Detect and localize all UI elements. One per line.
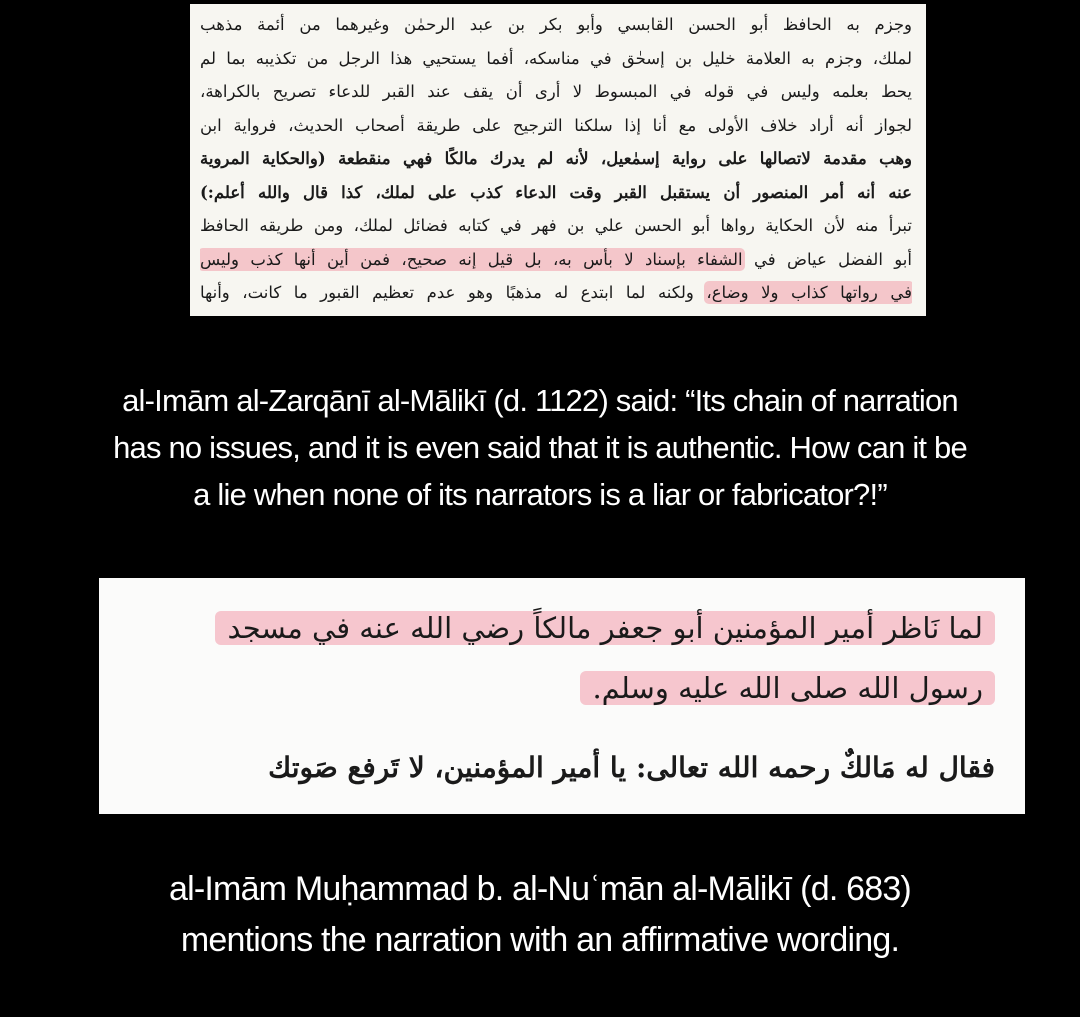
scan2-highlight-1: لما نَاظر أمير المؤمنين أبو جعفر مالكاً رضي الله عنه في مسجد [215, 611, 995, 645]
scan1-highlight-2: في رواتها كذاب ولا وضاع، [706, 283, 912, 302]
scan1-line-2: لملك، وجزم به العلامة خليل بن إسحٰق في مناسكه، أفما يستحيي هذا الرجل من تكذيبه بما لم [200, 48, 912, 68]
scan1-line-6: عنه أنه أمر المنصور أن يستقبل القبر وقت الدعاء كذب على لملك، كذا قال والله أعلم:) [200, 182, 912, 202]
scan1-line-8 [200, 243, 912, 277]
scan2-line-3: فقال له مَالكٌ رحمه الله تعالى: يا أمير المؤمنين، لا تَرفع صَوتك [268, 751, 995, 784]
scan1-line-1: وجزم به الحافظ أبو الحسن القابسي وأبو بكر بن عبد الرحمٰن وغيرهما من أئمة مذهب [200, 15, 912, 34]
scan2-highlight-2: رسول الله صلى الله عليه وسلم. [580, 671, 995, 705]
scan2-line-2 [129, 658, 995, 718]
scan2-line-1 [129, 598, 995, 658]
caption-ibn-numan [40, 864, 1040, 966]
caption1-line-2: has no issues, and it is even said that it is authentic. How can it be [113, 430, 967, 465]
scan1-highlight-1: الشفاء بإسناد لا بأس به، بل قيل إنه صحيح، فمن أين أنها كذب وليس [200, 249, 743, 269]
caption1-line-3: a lie when none of its narrators is a liar or fabricator?!” [193, 477, 887, 512]
scan1-line-9 [200, 276, 912, 310]
caption2-line-2: mentions the narration with an affirmative wording. [180, 921, 900, 959]
book-scan-excerpt-2 [99, 578, 1025, 814]
scan1-line-4: لجواز أنه أراد خلاف الأولى مع أنا إذا سلكنا الترجيح على طريقة أصحاب الحديث، فرواية ابن [200, 115, 912, 135]
scan1-line-5: وهب مقدمة لاتصالها على رواية إسمٰعيل، لأنه لم يدرك مالكًا فهي منقطعة (والحكاية المروية [200, 149, 912, 168]
caption1-line-1: al-Imām al-Zarqānī al-Mālikī (d. 1122) said: “Its chain of narration [122, 383, 958, 418]
book-scan-excerpt-1 [190, 4, 926, 316]
caption-zarqani [40, 377, 1040, 518]
scan1-line-9-plain: ولكنه لما ابتدع له مذهبًا وهو عدم تعظيم القبور ما كانت، وأنها [200, 283, 707, 302]
scan1-line-8-plain: أبو الفضل عياض في [742, 249, 912, 269]
scan1-line-3: يحط بعلمه وليس في قوله في المبسوط لا أرى أن يقف عند القبر للدعاء تصريح بالكراهة، [200, 82, 912, 101]
caption2-line-1: al-Imām Muḥammad b. al-Nuʿmān al-Mālikī (d. 683) [169, 870, 911, 908]
scan1-line-7: تبرأ منه لأن الحكاية رواها أبو الحسن علي بن فهر في كتابه فضائل لملك، ومن طريقه الحافظ [200, 216, 912, 235]
